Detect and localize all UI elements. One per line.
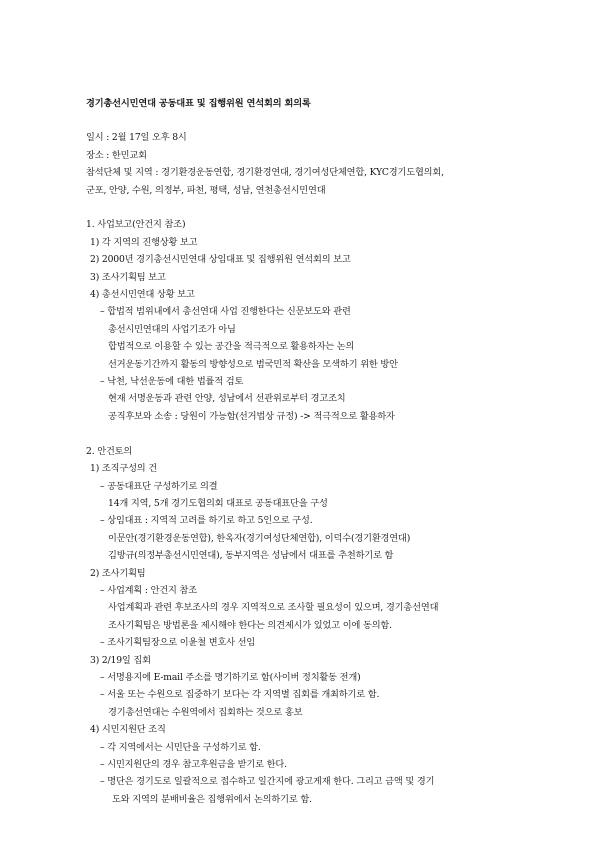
section-1-item-4-detail: 공직후보와 소송 : 당원이 가능함(선거법상 규정) -> 적극적으로 활용하자 (108, 410, 395, 422)
section-2-item-4-bullet-b: – 시민지원단의 경우 참고후원금을 받기로 한다. (100, 759, 287, 770)
section-2-item-1-detail: 김방규(의정부총선시민연대), 동부지역은 성남에서 대표를 추천하기로 함 (108, 550, 394, 562)
section-2-item-2-detail: 사업계획과 관련 후보조사의 경우 지역적으로 조사할 필요성이 있으며, 경기총선연대 (108, 602, 439, 614)
section-2-item-3-detail: 경기총선연대는 수원역에서 집회하는 것으로 홍보 (108, 706, 303, 718)
section-1-item-3: 3) 조사기획팀 보고 (90, 271, 166, 283)
section-2-item-3: 3) 2/19일 집회 (90, 654, 151, 666)
attendees-line-2: 군포, 안양, 수원, 의정부, 파천, 평택, 성남, 연천총선시민연대 (86, 184, 326, 196)
section-2-item-2-detail: 조사기획팀은 방법론을 제시해야 한다는 의견제시가 있었고 이에 동의함. (108, 619, 392, 631)
section-1-item-4-detail: 현재 서명운동과 관련 안양, 성남에서 선관위로부터 경고조치 (108, 393, 346, 405)
section-1-item-4: 4) 총선시민연대 상황 보고 (90, 289, 195, 301)
section-1-item-4-detail: 합법적으로 이용할 수 있는 공간을 적극적으로 활용하자는 논의 (108, 341, 355, 353)
section-2-item-3-bullet-a: – 서명용지에 E-mail 주소를 명기하기로 함(사이버 정치활동 전개) (100, 671, 361, 683)
section-1-item-2: 2) 2000년 경기총선시민연대 상임대표 및 집행위원 연석회의 보고 (90, 254, 351, 266)
section-1-item-4-bullet-b: – 낙천, 낙선운동에 대한 법률적 검토 (100, 376, 244, 388)
section-1-item-1: 1) 각 지역의 진행상황 보고 (90, 236, 198, 248)
spacer (86, 425, 541, 442)
section-2-item-1-detail: 이문안(경기환경운동연합), 한옥자(경기여성단체연합), 이덕수(경기환경연대) (108, 532, 411, 544)
section-2-item-4: 4) 시민지원단 조직 (90, 724, 166, 736)
section-2-item-2-bullet-a: – 사업계획 : 안건지 참조 (100, 584, 197, 596)
section-1-item-4-detail: 선거운동기간까지 활동의 방향성으로 범국민적 확산을 모색하기 위한 방안 (108, 358, 398, 370)
section-1-heading: 1. 사업보고(안건지 참조) (86, 219, 186, 231)
section-2-item-1-detail: 14개 지역, 5개 경기도협의회 대표로 공동대표단을 구성 (108, 497, 328, 509)
meeting-place: 장소 : 한민교회 (86, 149, 147, 161)
attendees-line-1: 참석단체 및 지역 : 경기환경운동연합, 경기환경연대, 경기여성단체연합, KYC경기도협의회, (86, 167, 444, 179)
section-2-item-4-detail: 도와 지역의 분배비율은 집행위에서 논의하기로 함. (112, 793, 312, 805)
section-2-item-1-bullet-b: – 상임대표 : 지역적 고려를 하기로 하고 5인으로 구성. (100, 515, 313, 527)
section-2-item-2-bullet-b: – 조사기획팀장으로 이윤철 변호사 선임 (100, 637, 256, 649)
section-2-item-1: 1) 조직구성의 건 (90, 463, 158, 475)
section-2-item-4-bullet-a: – 각 지역에서는 시민단을 구성하기로 함. (100, 741, 261, 753)
section-2-item-1-bullet-a: – 공동대표단 구성하기로 의결 (100, 480, 218, 492)
section-2-item-3-bullet-b: – 서울 또는 수원으로 집중하기 보다는 각 지역별 집회를 개최하기로 함. (100, 689, 380, 701)
section-1-item-4-bullet-a: – 합법적 범위내에서 총선연대 사업 진행한다는 신문보도와 관련 (100, 306, 351, 318)
section-2-item-4-bullet-c: – 명단은 경기도로 일괄적으로 접수하고 일간지에 광고게재 한다. 그리고 금액 및 경기 (100, 776, 435, 788)
section-2-heading: 2. 안건토의 (86, 445, 133, 457)
meeting-date: 일시 : 2월 17일 오후 8시 (86, 132, 187, 144)
spacer (86, 199, 541, 216)
document-title: 경기총선시민연대 공동대표 및 집행위원 연석회의 회의록 (86, 98, 311, 109)
section-2-item-2: 2) 조사기획팀 (90, 567, 146, 579)
section-1-item-4-detail: 총선시민연대의 사업기조가 아님 (108, 323, 236, 335)
